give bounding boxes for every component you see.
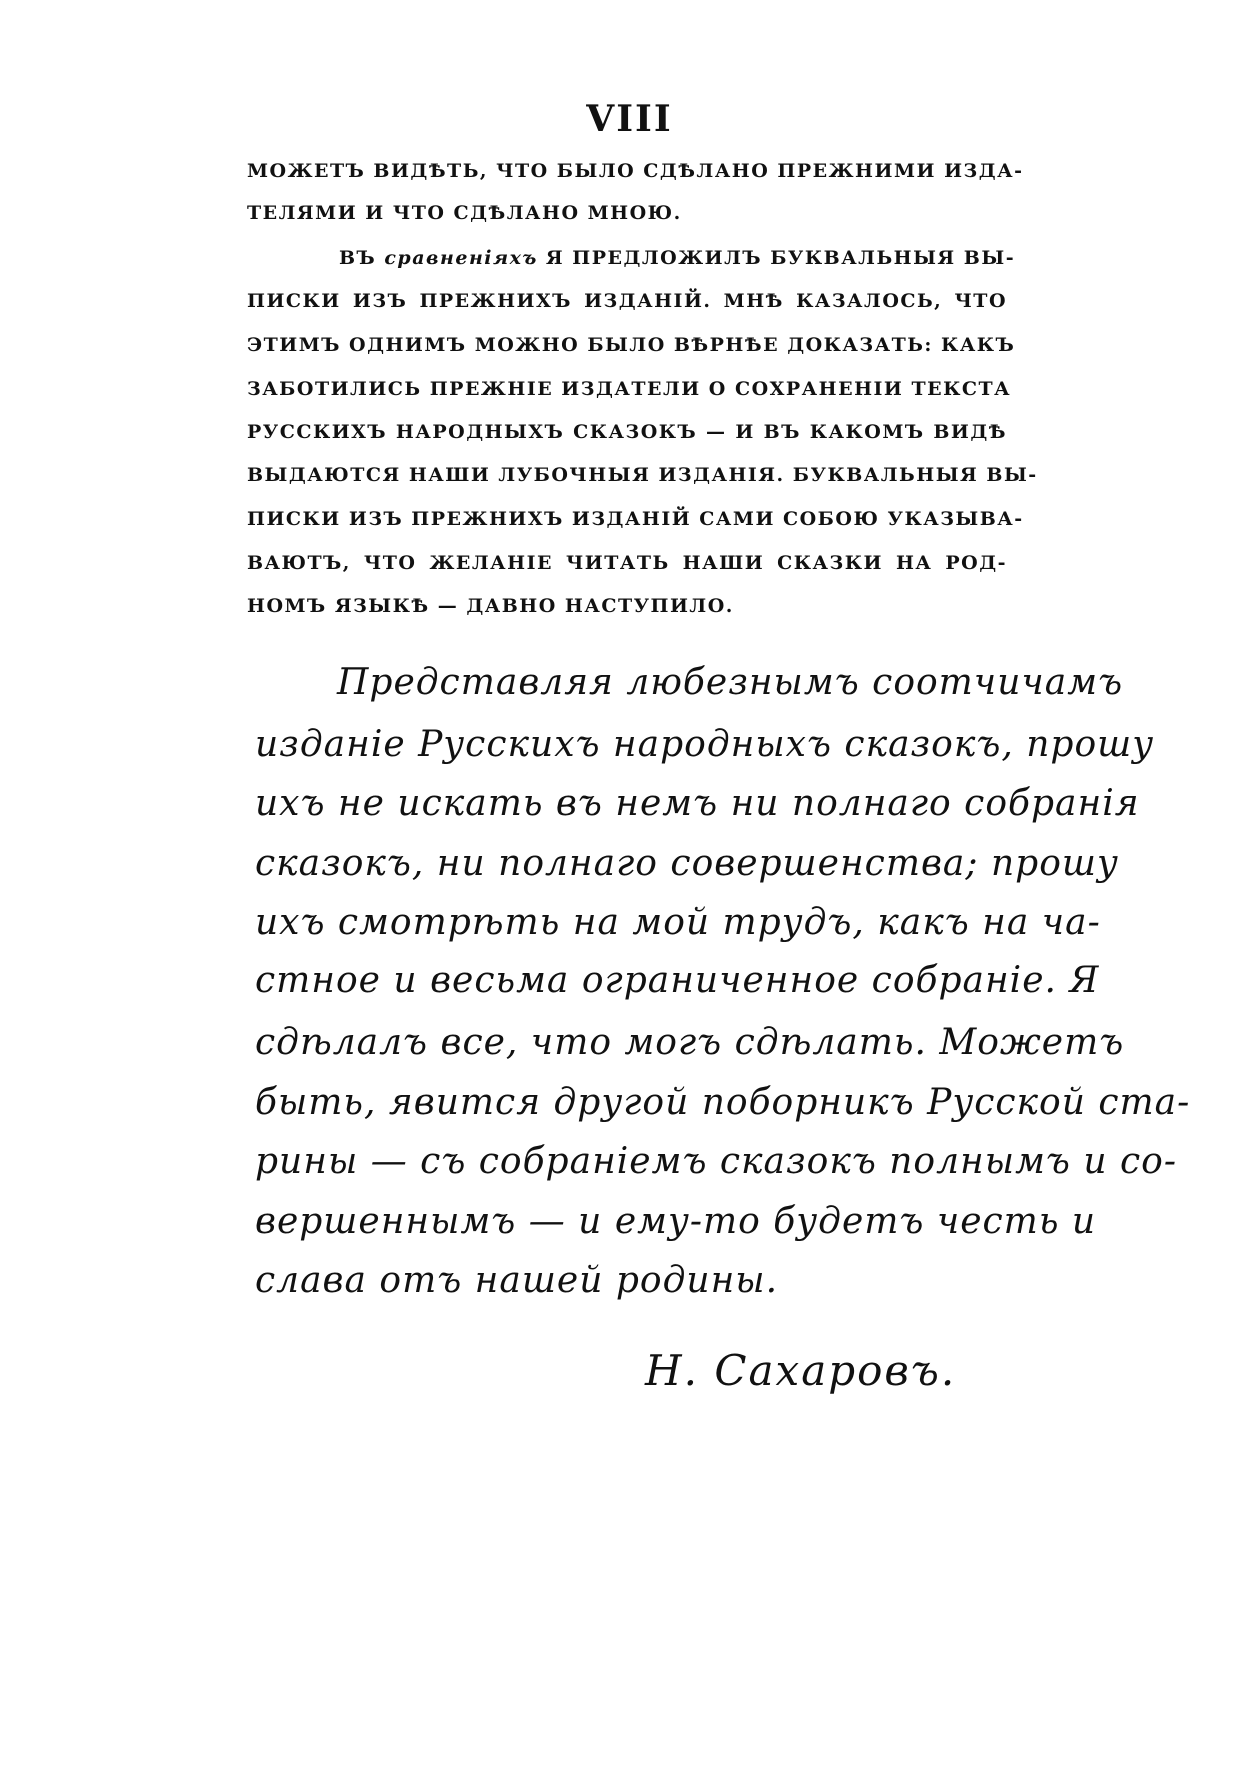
script-line: слава отъ нашей родины.: [255, 1260, 779, 1301]
printed-line: РУССКИХЪ НАРОДНЫХЪ СКАЗОКЪ — И ВЪ КАКОМЪ ВИДѢ: [247, 421, 1007, 443]
printed-line: ЭТИМЪ ОДНИМЪ МОЖНО БЫЛО ВѢРНѢЕ ДОКАЗАТЬ: КАКЪ: [247, 334, 1016, 356]
script-line: ихъ смотрѣть на мой трудъ, какъ на ча-: [255, 902, 1101, 943]
printed-line: ТЕЛЯМИ И ЧТО СДѢЛАНО МНОЮ.: [247, 202, 682, 224]
printed-line: ВЫДАЮТСЯ НАШИ ЛУБОЧНЫЯ ИЗДАНІЯ. БУКВАЛЬНЫЯ ВЫ-: [247, 464, 1038, 486]
page-number: VIII: [586, 98, 673, 140]
script-line: стное и весьма ограниченное собраніе. Я: [255, 960, 1100, 1001]
script-line: сдѣлалъ все, что могъ сдѣлать. Можетъ: [255, 1022, 1125, 1063]
script-line: Представляя любезнымъ соотчичамъ: [337, 662, 1124, 703]
printed-line: НОМЪ ЯЗЫКѢ — ДАВНО НАСТУПИЛО.: [247, 595, 734, 617]
printed-line: МОЖЕТЪ ВИДѢТЬ, ЧТО БЫЛО СДѢЛАНО ПРЕЖНИМИ ИЗДА-: [247, 160, 1024, 182]
script-line: ихъ не искать въ немъ ни полнаго собранія: [255, 783, 1140, 824]
script-line: сказокъ, ни полнаго совершенства; прошу: [255, 843, 1119, 884]
signature: Н. Сахаровъ.: [645, 1346, 957, 1395]
printed-line: ВАЮТЪ, ЧТО ЖЕЛАНІЕ ЧИТАТЬ НАШИ СКАЗКИ НА РОД-: [247, 552, 1007, 574]
printed-line: ЗАБОТИЛИСЬ ПРЕЖНІЕ ИЗДАТЕЛИ О СОХРАНЕНІИ ТЕКСТА: [247, 378, 1012, 400]
printed-line: ПИСКИ ИЗЪ ПРЕЖНИХЪ ИЗДАНІЙ САМИ СОБОЮ УКАЗЫВА-: [247, 508, 1024, 530]
script-line: рины — съ собраніемъ сказокъ полнымъ и со-: [255, 1141, 1177, 1182]
script-line: изданіе Русскихъ народныхъ сказокъ, прошу: [255, 724, 1155, 765]
printed-line-prefix: ВЪ: [339, 247, 385, 269]
printed-line-suffix: Я ПРЕДЛОЖИЛЪ БУКВАЛЬНЫЯ ВЫ-: [537, 247, 1016, 269]
script-line: быть, явится другой поборникъ Русской ста-: [255, 1082, 1191, 1123]
script-line: вершеннымъ — и ему-то будетъ честь и: [255, 1201, 1097, 1242]
printed-line: ПИСКИ ИЗЪ ПРЕЖНИХЪ ИЗДАНІЙ. МНѢ КАЗАЛОСЬ, ЧТО: [247, 290, 1007, 312]
printed-line-with-italic: [247, 247, 1016, 269]
italic-word: сравненіяхъ: [384, 247, 538, 269]
